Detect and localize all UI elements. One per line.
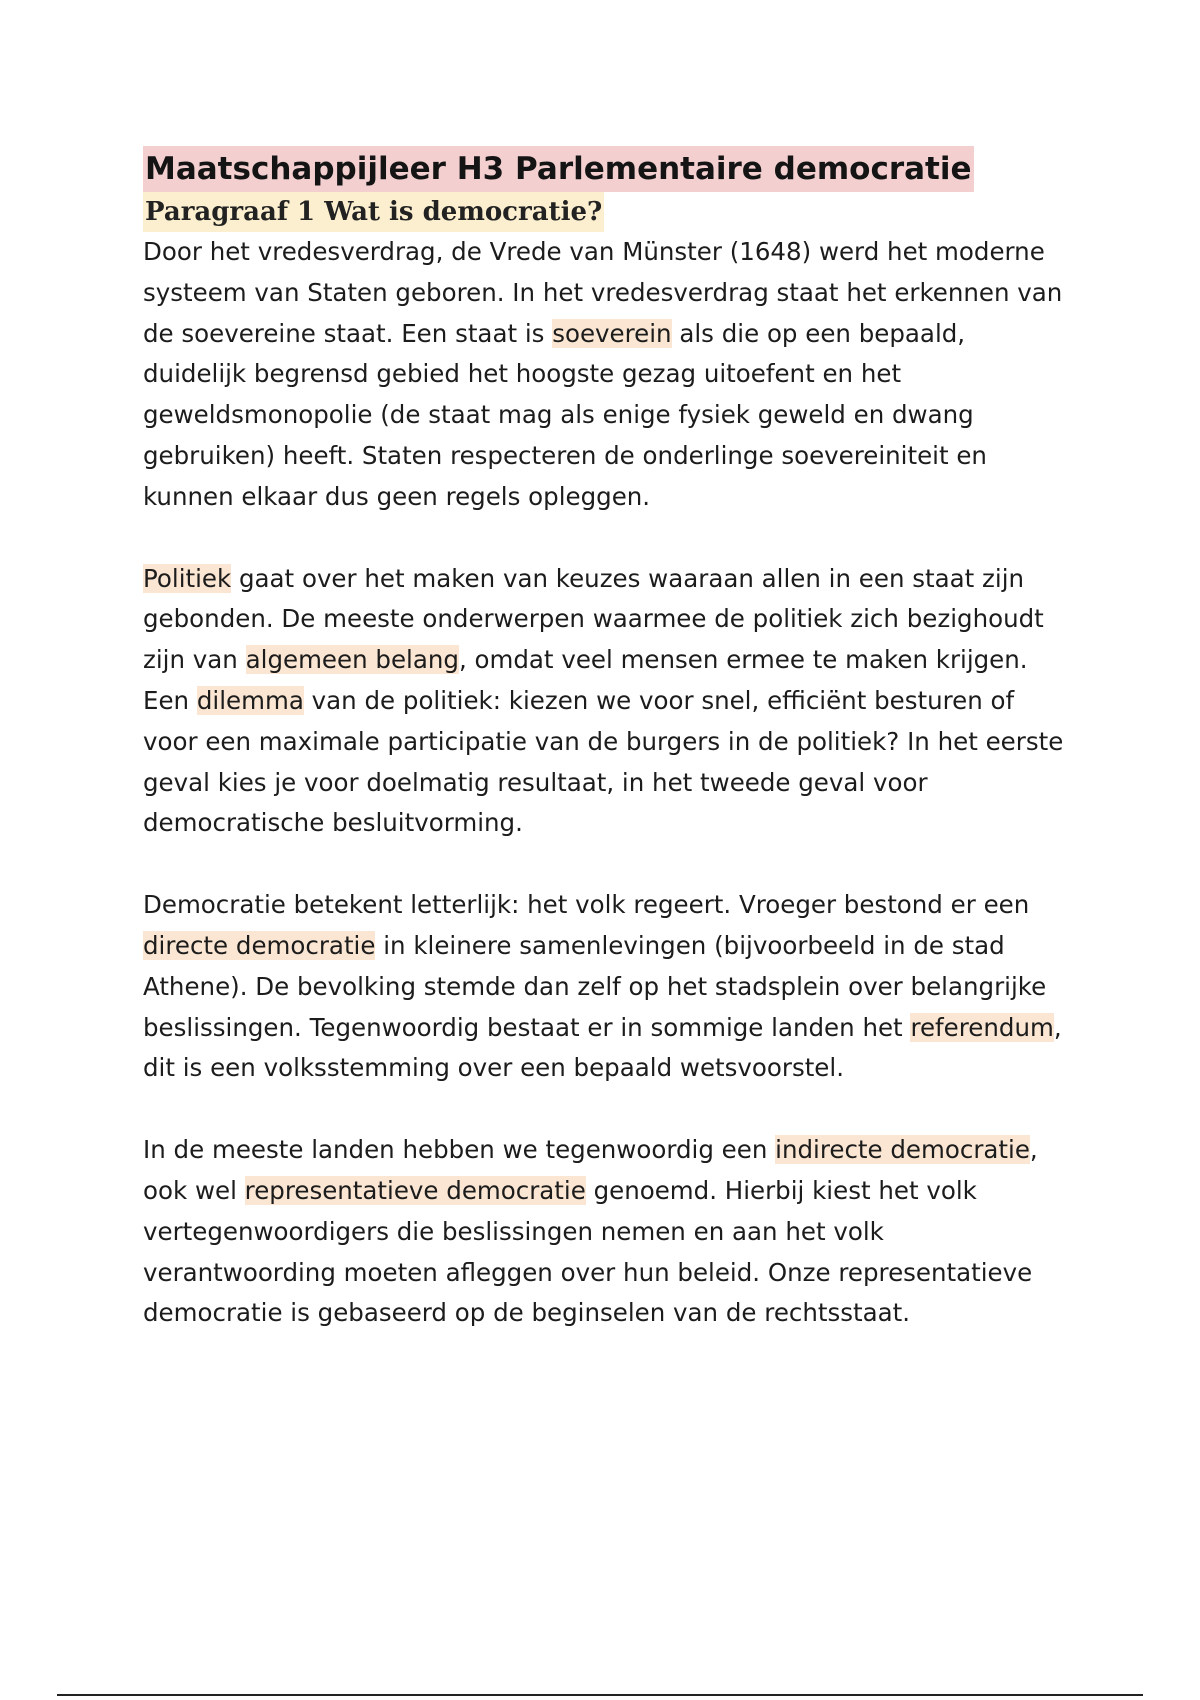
highlighted-term-dilemma: dilemma [196,685,304,715]
section-heading: Paragraaf 1 Wat is democratie? [143,192,604,232]
highlighted-term-referendum: referendum [910,1012,1054,1042]
text-run: genoemd. Hierbij kiest het volk vertegenwoordigers die beslissingen nemen en aan het volk verantwoording moeten afleggen over hun beleid. Onze representatieve democratie is gebaseerd op de beginselen van de rechtsstaat. [143,1175,1033,1328]
highlighted-term-politiek: Politiek [143,563,232,593]
title-row [143,146,1073,192]
document-title: Maatschappijleer H3 Parlementaire democratie [143,146,974,192]
text-run: , ook wel [143,1135,1038,1205]
paragraph-4 [143,1130,1073,1334]
highlighted-term-algemeen-belang: algemeen belang [245,645,459,675]
paragraph-3 [143,885,1073,1089]
text-run: , omdat veel mensen ermee te maken krijgen. Een [143,645,1028,715]
highlighted-term-directe-democratie: directe democratie [143,930,376,960]
highlighted-term-indirecte-democratie: indirecte democratie [775,1135,1030,1165]
paragraph-1 [143,232,1073,518]
document-page [143,146,1073,1334]
text-run: In de meeste landen hebben we tegenwoordig een [143,1135,776,1165]
highlighted-term-representatieve-democratie: representatieve democratie [244,1175,586,1205]
text-run: gaat over het maken van keuzes waaraan allen in een staat zijn gebonden. De meeste onderwerpen waarmee de politiek zich bezighoudt zijn van [143,563,1044,675]
highlighted-term-soeverein: soeverein [552,318,672,348]
text-run: Door het vredesverdrag, de Vrede van Münster (1648) werd het moderne systeem van Staten geboren. In het vredesverdrag staat het erkennen van de soevereine staat. Een staat is [143,237,1063,348]
paragraph-2 [143,559,1073,845]
text-run: als die op een bepaald, duidelijk begrensd gebied het hoogste gezag uitoefent en het geweldsmonopolie (de staat mag als enige fysiek geweld en dwang gebruiken) heeft. Staten respecteren de onderlinge soevereiniteit en kunnen elkaar dus geen regels opleggen. [143,318,987,511]
text-run: , dit is een volksstemming over een bepaald wetsvoorstel. [143,1012,1062,1083]
text-run: Democratie betekent letterlijk: het volk regeert. Vroeger bestond er een [143,890,1030,920]
subtitle-row [143,192,1073,232]
text-run: in kleinere samenlevingen (bijvoorbeeld in de stad Athene). De bevolking stemde dan zelf op het stadsplein over belangrijke beslissingen. Tegenwoordig bestaat er in sommige landen het [143,930,1047,1042]
text-run: van de politiek: kiezen we voor snel, efficiënt besturen of voor een maximale participatie van de burgers in de politiek? In het eerste geval kies je voor doelmatig resultaat, in het tweede geval voor democratische besluitvorming. [143,685,1064,838]
footer-divider [57,1694,1143,1696]
